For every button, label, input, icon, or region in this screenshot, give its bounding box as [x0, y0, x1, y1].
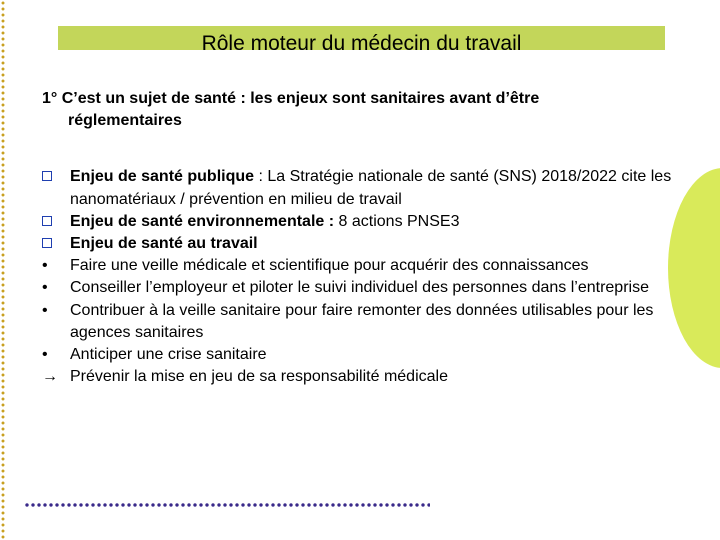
- checkbox-bullet-icon: [42, 166, 66, 188]
- bullet-dot-icon: •: [42, 346, 48, 364]
- item-text: Conseiller l’employeur et piloter le suivi individuel des personnes dans l’entreprise: [70, 279, 649, 297]
- item-bold-text: Enjeu de santé environnementale :: [70, 212, 335, 230]
- item-text: 8 actions PNSE3: [334, 212, 460, 230]
- bottom-dotted-border: [24, 502, 430, 508]
- left-dotted-border: [0, 0, 6, 540]
- list-item: [42, 255, 672, 277]
- conclusion-text: Prévenir la mise en jeu de sa responsabilité médicale: [70, 368, 448, 386]
- list-item: [42, 277, 672, 299]
- slide-content: [42, 88, 672, 388]
- arrow-right-icon: →: [42, 368, 58, 386]
- item-bold-text: Enjeu de santé au travail: [70, 235, 258, 253]
- bullet-dot-icon: •: [42, 301, 48, 319]
- item-text: Anticiper une crise sanitaire: [70, 346, 267, 364]
- list-item: [42, 166, 672, 210]
- item-text: Faire une veille médicale et scientifique pour acquérir des connaissances: [70, 257, 589, 275]
- bullet-list: [42, 166, 672, 388]
- list-item: [42, 233, 672, 255]
- conclusion-item: [42, 366, 672, 388]
- decorative-green-shape: [668, 168, 720, 368]
- checkbox-bullet-icon: [42, 233, 66, 255]
- section-heading: [42, 88, 672, 132]
- slide-title: Rôle moteur du médecin du travail: [201, 32, 522, 55]
- bullet-dot-icon: •: [42, 257, 48, 275]
- heading-line-2: réglementaires: [68, 112, 182, 130]
- item-text: : La Stratégie nationale de santé (SNS) 2018/2022 cite les nanomatériaux / prévention en milieu de travail: [70, 168, 672, 208]
- checkbox-bullet-icon: [42, 211, 66, 233]
- bullet-dot-icon: •: [42, 279, 48, 297]
- item-bold-text: Enjeu de santé publique: [70, 168, 255, 186]
- item-text: Contribuer à la veille sanitaire pour faire remonter des données utilisables pour les agences sanitaires: [70, 301, 654, 341]
- heading-line-1: 1° C’est un sujet de santé : les enjeux sont sanitaires avant d’être: [42, 90, 540, 107]
- list-item: [42, 344, 672, 366]
- list-item: [42, 300, 672, 344]
- list-item: [42, 211, 672, 233]
